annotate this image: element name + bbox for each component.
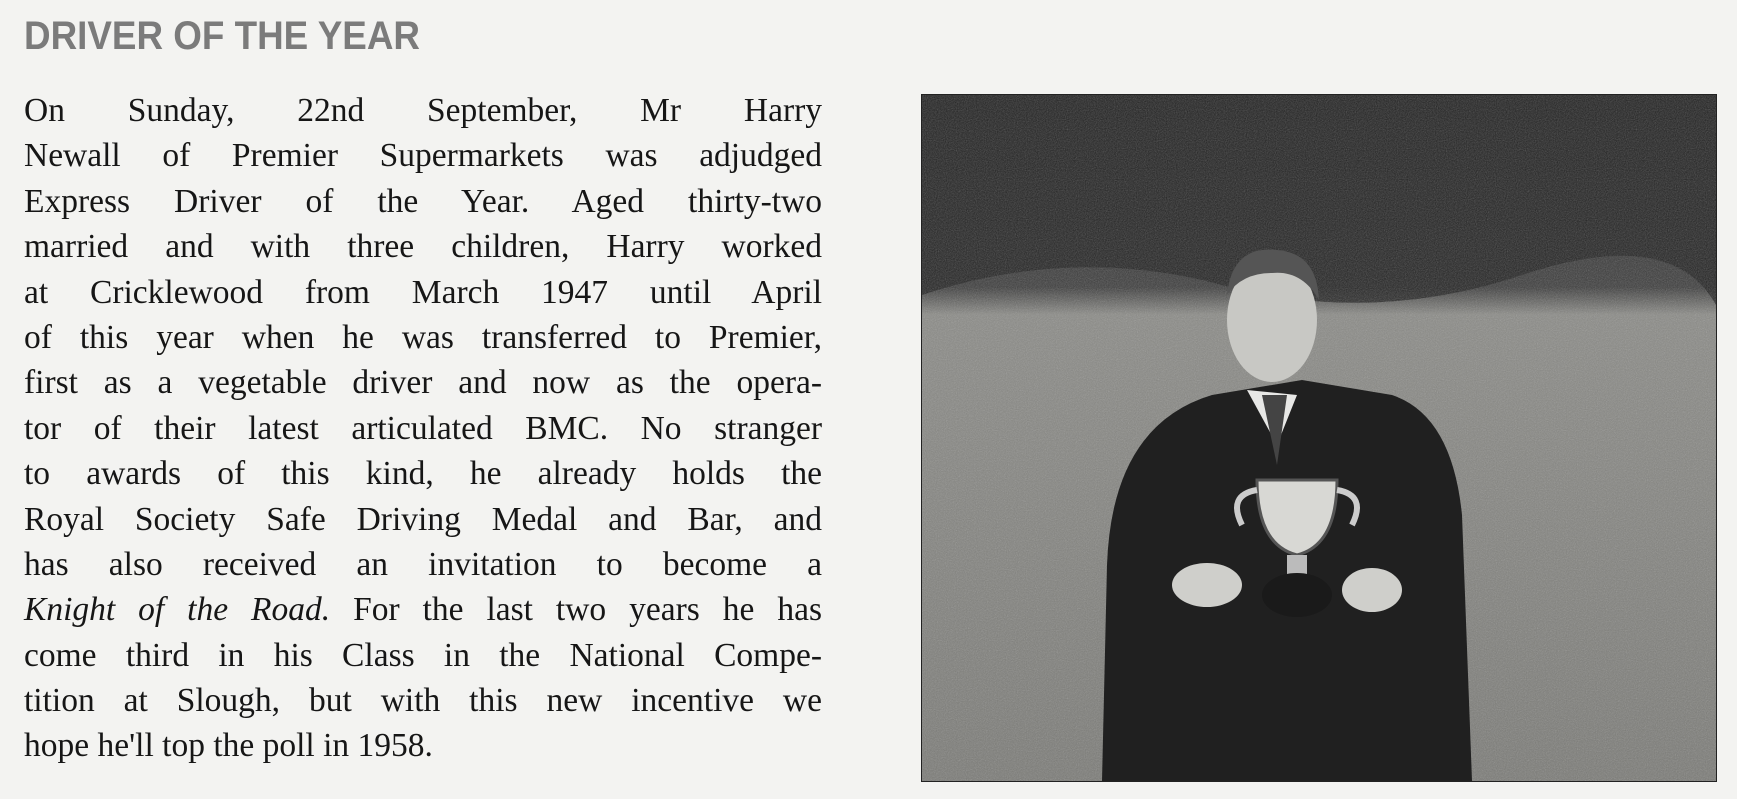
text-line: first as a vegetable driver and now as the opera- xyxy=(24,364,822,402)
text-line: of this year when he was transferred to Premier, xyxy=(24,318,822,356)
article-body xyxy=(24,88,822,769)
text-line: to awards of this kind, he already holds the xyxy=(24,455,822,493)
text-line: hope he'll top the poll in 1958. xyxy=(24,727,433,765)
italic-phrase: Knight of the Road. xyxy=(24,591,331,629)
photo-man-with-trophy xyxy=(921,94,1717,782)
text-line: has also received an invitation to become a xyxy=(24,545,822,583)
text-line: Express Driver of the Year. Aged thirty-two xyxy=(24,182,822,220)
text-line xyxy=(24,587,822,632)
text-line: tor of their latest articulated BMC. No stranger xyxy=(24,409,822,447)
text-line: Royal Society Safe Driving Medal and Bar, and xyxy=(24,500,822,538)
article-title: DRIVER OF THE YEAR xyxy=(24,14,421,58)
text-line: tition at Slough, but with this new incentive we xyxy=(24,682,822,720)
text-line: On Sunday, 22nd September, Mr Harry xyxy=(24,92,822,129)
text-line: come third in his Class in the National Compe- xyxy=(24,636,822,674)
text-line: married and with three children, Harry worked xyxy=(24,228,822,266)
text-line-rest: For the last two years he has xyxy=(353,591,822,629)
text-line: Newall of Premier Supermarkets was adjudged xyxy=(24,137,822,175)
text-line: at Cricklewood from March 1947 until April xyxy=(24,273,822,311)
photo-illustration xyxy=(922,95,1716,781)
